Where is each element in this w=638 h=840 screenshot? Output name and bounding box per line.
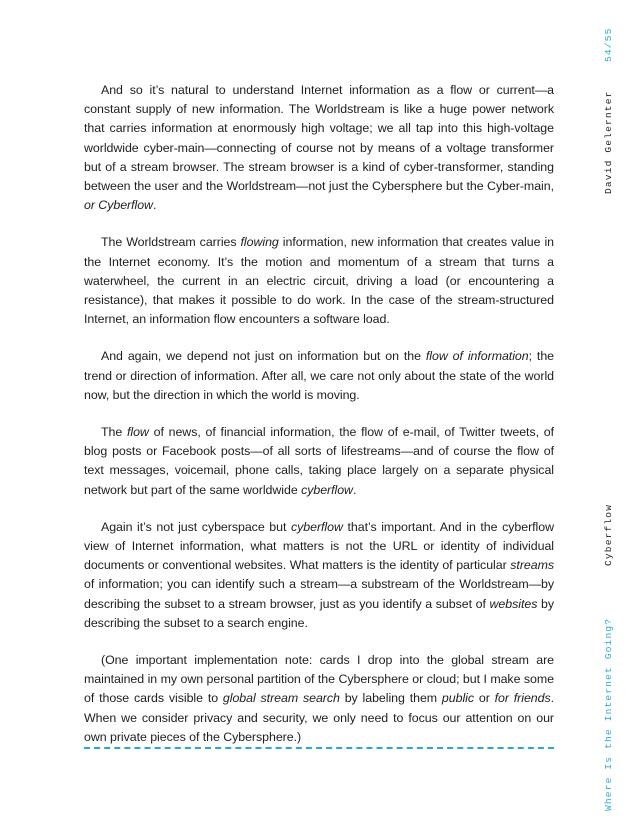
paragraph: And so it’s natural to understand Internet information as a flow or current—a constant supply of new information. The Worldstream is like a huge power network that carries information at enormously high voltage; we all tap into this high-voltage worldwide cyber-main—connecting of course not by means of a voltage transformer but of a stream browser. The stream browser is a kind of cyber-transformer, standing between the user and the Worldstream—not just the Cybersphere but the Cyber-main, or Cyberflow.	[84, 83, 554, 213]
section-title: Cyberflow	[603, 503, 614, 566]
section-divider	[84, 747, 554, 749]
paragraph: (One important implementation note: cards I drop into the global stream are maintained in my own personal partition of the Cybersphere or cloud; but I make some of those cards visible to global stream search by labeling them public or for friends. When we consider privacy and security, we only need to focus our attention on our own private pieces of the Cybersphere.)	[84, 653, 555, 744]
page-number: 54/55	[603, 27, 614, 62]
running-header	[596, 0, 626, 840]
article-body	[84, 81, 554, 765]
paragraph: Again it’s not just cyberspace but cyberflow that’s important. And in the cyberflow view of Internet information, what matters is not the URL or identity of individual documents or conventional websites. What matters is the identity of particular streams of information; you can identify such a stream—a substream of the Worldstream—by describing the subset to a stream browser, just as you identify a subset of websites by describing the subset to a search engine.	[84, 519, 554, 630]
paragraph: The Worldstream carries flowing information, new information that creates value in the Internet economy. It’s the motion and momentum of a stream that turns a waterwheel, the current in an electric circuit, driving a load (or encountering a resistance), that makes it possible to do work. In the case of the stream-structured Internet, an information flow encounters a software load.	[84, 235, 554, 327]
paragraph: The flow of news, of financial information, the flow of e-mail, of Twitter tweets, of blog posts or Facebook posts—of all sorts of lifestreams—and of course the flow of text messages, voicemail, phone calls, taking place largely on a separate physical network but part of the same worldwide cyberflow.	[84, 425, 554, 497]
author-name: David Gelernter	[603, 90, 614, 194]
book-title: Where Is the Internet Going?	[603, 617, 614, 811]
paragraph: And again, we depend not just on information but on the flow of information; the trend or direction of information. After all, we care not only about the state of the world now, but the direction in which the world is moving.	[84, 349, 554, 402]
